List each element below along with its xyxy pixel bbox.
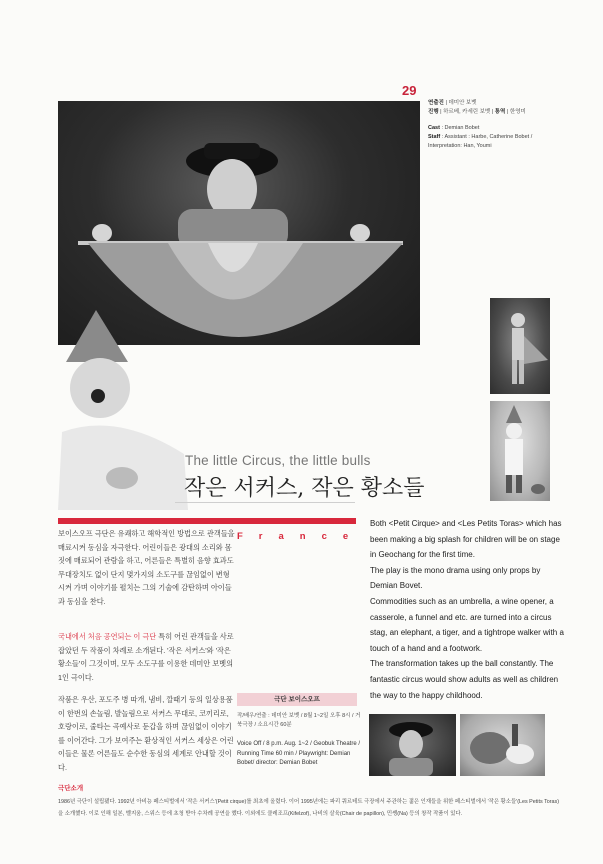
- credits-block: [428, 99, 596, 151]
- red-accent-bar: [58, 518, 356, 524]
- page-number: 29: [402, 83, 417, 98]
- side-photo-matador: [490, 298, 550, 394]
- cast-ko-label: 진행: [428, 109, 439, 115]
- clown-figure-illustration: [490, 401, 550, 501]
- english-paragraph-1: Both <Petit Cirque> and <Les Petits Toras> which has been making a big splash for children will be on stage in Geochang for the first time.: [370, 519, 562, 560]
- english-paragraph-3: Commodities such as an umbrella, a wine opener, a casserole, a funnel and etc. are turned into a circus stag, an elephant, a tiger, and a tightrope walker with a touch of a hand and a footwork.: [370, 596, 564, 653]
- props-illustration: [460, 714, 545, 776]
- company-info-english: Voice Off / 8 p.m. Aug. 1~2 / Geobuk Theatre / Running Time 60 min / Playwright: Demian Bobet/ director: Demian Bobet: [237, 741, 361, 766]
- clown-illustration: [58, 310, 190, 510]
- korean-paragraph-3: 작품은 우산, 포도주 병 따개, 냄비, 깔때기 등의 일상용품이 한번의 손놀림, 발놀림으로 서커스 무대로, 코끼리로, 호랑이로, 줄타는 곡예사로 둔갑을 하며 끊임없이 이야기를 이어간다. 그가 보여주는 환상적인 서커스 세상은 어린이들은 물론 어른들도 순수한 동심의 세계로 안내할 것이다.: [58, 695, 234, 772]
- staff-label: Staff: [428, 134, 441, 140]
- matador-figure-illustration: [490, 298, 550, 394]
- cast-ko-value: 하르베, 카세린 보벳: [443, 109, 491, 115]
- bottom-photo-props: [460, 714, 545, 776]
- english-paragraph-4: The transformation takes up the ball constantly. The fantastic circus would show adults as well as children the way to the happy childhood.: [370, 659, 559, 700]
- korean-paragraph-2-text: 특히 어린 관객들을 사로잡았던 두 작품이 차례로 소개된다. '작은 서커스'와 '작은 황소들'이 그것이며, 모두 소도구를 이용한 데미안 보벳의 1인 극이다.: [58, 632, 234, 682]
- bottom-photo-matador: [369, 714, 456, 776]
- director-label: 연출진: [428, 100, 444, 106]
- korean-paragraph-2: [58, 630, 236, 684]
- credits-row-staff: Staff : Assistant : Harbe, Catherine Bobet /: [428, 134, 533, 140]
- credits-row-cast-ko: 진행 | 하르베, 카세린 보벳 | 통역 | 한영미: [428, 109, 526, 115]
- history-text: 1986년 극단이 설립됐다. 1992년 아비뇽 페스티벌에서 '작은 서커스'(Petit cirque)를 최초에 올렸다. 이어 1995년에는 파리 쿼르테트 극장에서 주관하는 젊은 인재들을 위한 페스티벌에서 '작은 황소들'(Les Petits Toras)을 소개했다. 이로 인해 일본, 벨지움, 스위스 등에 초청 받아 수차례 공연을 했다. 이외에도 클레조프(Kifelzof), 나비의 살육(Chair de papillon), 민쌩(Na) 등의 창작 작품이 있다.: [58, 799, 560, 817]
- credits-row-cast: Cast : Demian Bobet: [428, 125, 480, 131]
- main-performance-photo: [58, 101, 420, 345]
- company-header: 극단 보이스오프: [237, 693, 357, 706]
- korean-paragraph-2-highlight: 국내에서 처음 공연되는 이 극단: [58, 632, 157, 641]
- country-label: France: [237, 531, 365, 542]
- credits-row-interpretation: Interpretation: Han, Youmi: [428, 143, 492, 149]
- cast-value: Demian Bobet: [444, 125, 480, 131]
- translator-label: 통역: [494, 109, 506, 115]
- title-divider: [175, 502, 355, 503]
- title-english: The little Circus, the little bulls: [185, 453, 371, 468]
- translator-value: 한영미: [509, 109, 526, 115]
- director-value: 데미안 보벳: [448, 100, 477, 106]
- staff-value: Assistant : Harbe, Catherine Bobet /: [444, 134, 533, 140]
- cast-label: Cast: [428, 125, 440, 131]
- english-paragraph-2: The play is the mono drama using only props by Demian Bovet.: [370, 565, 541, 591]
- matador-portrait-illustration: [369, 714, 456, 776]
- title-korean: 작은 서커스, 작은 황소들: [184, 476, 425, 501]
- credits-row-director: 연출진 | 데미안 보벳: [428, 100, 477, 106]
- korean-paragraph-1: 보이스오프 극단은 유쾌하고 해학적인 방법으로 관객들을 매료시켜 동심을 자극한다. 어린이들은 광대의 소리와 몸짓에 매료되어 관람을 하고, 어른들은 특별히 음향 효과도 무대장치도 없이 단지 몇가지의 소도구를 끊임없이 변형시켜 가며 이야기를 펼치는 그의 기술에 감탄하며 아이들과 동심을 찬다.: [58, 529, 235, 606]
- side-photo-clown: [490, 401, 550, 501]
- matador-scene-illustration: [58, 101, 420, 345]
- history-label: 극단소개: [58, 785, 84, 792]
- clown-photo: [58, 310, 190, 510]
- company-info-korean: 작/배우/연출 : 데미안 보벳 / 8월 1~2일 오후 8시 / 거북극장 / 소요시간 60분: [237, 713, 361, 728]
- english-body: [370, 516, 566, 703]
